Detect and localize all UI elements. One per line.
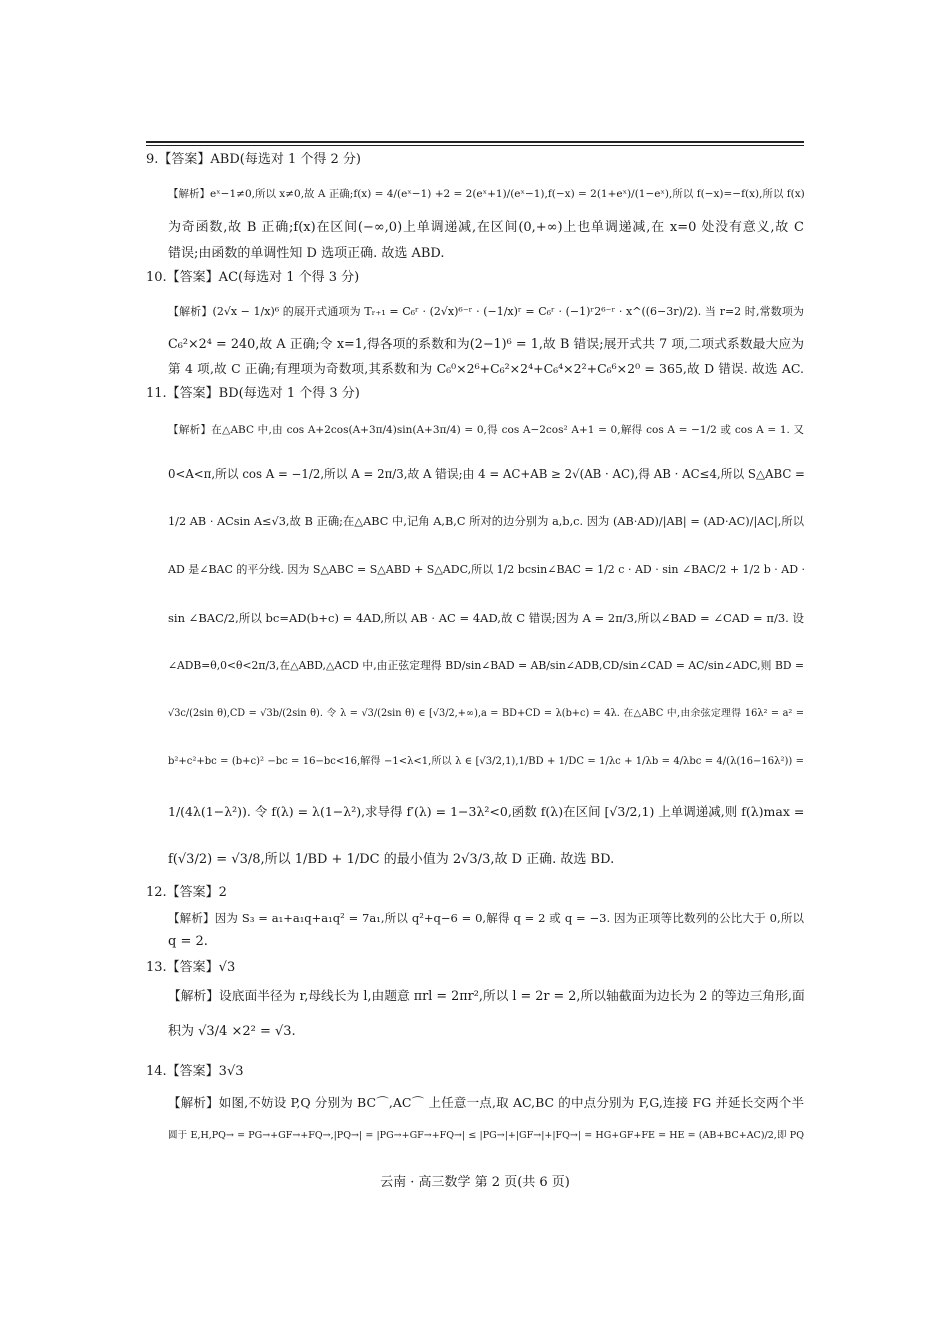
explanation-line: C₆²×2⁴ = 240,故 A 正确;令 x=1,得各项的系数和为(2−1)⁶ = 1,故 B 错误;展开式共 7 项,二项式系数最大应为 — [168, 337, 804, 352]
answer-heading: 10.【答案】AC(每选对 1 个得 3 分) — [146, 270, 360, 285]
explanation-line: 【解析】因为 S₃ = a₁+a₁q+a₁q² = 7a₁,所以 q²+q−6 = 0,解得 q = 2 或 q = −3. 因为正项等比数列的公比大于 0,所以 — [168, 911, 804, 925]
explanation-line: q = 2. — [168, 934, 208, 949]
page-footer: 云南 · 高三数学 第 2 页(共 6 页) — [380, 1175, 570, 1190]
header-rule-thick — [146, 141, 804, 143]
explanation-line: ∠ADB=θ,0<θ<2π/3,在△ABD,△ACD 中,由正弦定理得 BD/sin∠BAD = AB/sin∠ADB,CD/sin∠CAD = AC/sin∠ADC,则 BD = — [168, 659, 804, 672]
explanation-line: 0<A<π,所以 cos A = −1/2,所以 A = 2π/3,故 A 错误;由 4 = AC+AB ≥ 2√(AB · AC),得 AB · AC≤4,所以 S△ABC = — [168, 467, 805, 481]
explanation-line: f(√3/2) = √3/8,所以 1/BD + 1/DC 的最小值为 2√3/3,故 D 正确. 故选 BD. — [168, 852, 615, 867]
explanation-line: 【解析】eˣ−1≠0,所以 x≠0,故 A 正确;f(x) = 4/(eˣ−1) +2 = 2(eˣ+1)/(eˣ−1),f(−x) = 2(1+eˣ)/(1−eˣ),所以 f(−x)=−f(x),所以 f(x) — [168, 188, 805, 200]
answer-heading: 9.【答案】ABD(每选对 1 个得 2 分) — [146, 152, 361, 167]
explanation-line: 错误;由函数的单调性知 D 选项正确. 故选 ABD. — [168, 246, 445, 261]
header-rule-thin — [146, 145, 804, 146]
answer-heading: 12.【答案】2 — [146, 885, 227, 900]
explanation-line: AD 是∠BAC 的平分线. 因为 S△ABC = S△ABD + S△ADC,所以 1/2 bcsin∠BAC = 1/2 c · AD · sin ∠BAC/2 + 1/2 b · AD · — [168, 563, 806, 576]
explanation-line: 【解析】如图,不妨设 P,Q 分别为 BC⌒,AC⌒ 上任意一点,取 AC,BC 的中点分别为 F,G,连接 FG 并延长交两个半 — [168, 1095, 804, 1110]
explanation-line: 积为 √3/4 ×2² = √3. — [168, 1024, 296, 1039]
explanation-line: sin ∠BAC/2,所以 bc=AD(b+c) = 4AD,所以 AB · AC = 4AD,故 C 错误;因为 A = 2π/3,所以∠BAD = ∠CAD = π/3. 设 — [168, 611, 804, 625]
explanation-line: 为奇函数,故 B 正确;f(x)在区间(−∞,0)上单调递减,在区间(0,+∞)上也单调递减,在 x=0 处没有意义,故 C — [168, 220, 804, 235]
explanation-line: 第 4 项,故 C 正确;有理项为奇数项,其系数和为 C₆⁰×2⁶+C₆²×2⁴+C₆⁴×2²+C₆⁶×2⁰ = 365,故 D 错误. 故选 AC. — [168, 361, 804, 376]
explanation-line: √3c/(2sin θ),CD = √3b/(2sin θ). 令 λ = √3/(2sin θ) ∈ [√3/2,+∞),a = BD+CD = λ(b+c) = 4λ. 在△ABC 中,由余弦定理得 16λ² = a² = — [168, 708, 804, 719]
answer-heading: 13.【答案】√3 — [146, 960, 236, 975]
explanation-line: 【解析】在△ABC 中,由 cos A+2cos(A+3π/4)sin(A+3π/4) = 0,得 cos A−2cos² A+1 = 0,解得 cos A = −1/2 或 cos A = 1. 又 — [168, 424, 804, 436]
explanation-line: 圆于 E,H,PQ→ = PG→+GF→+FQ→,|PQ→| = |PG→+GF→+FQ→| ≤ |PG→|+|GF→|+|FQ→| = HG+GF+FE = HE = (AB+BC+AC)/2,即 PQ — [168, 1130, 804, 1141]
explanation-line: 1/(4λ(1−λ²)). 令 f(λ) = λ(1−λ²),求导得 f′(λ) = 1−3λ²<0,函数 f(λ)在区间 [√3/2,1) 上单调递减,则 f(λ)max = — [168, 804, 805, 819]
explanation-line: 1/2 AB · ACsin A≤√3,故 B 正确;在△ABC 中,记角 A,B,C 所对的边分别为 a,b,c. 因为 (AB·AD)/|AB| = (AD·AC)/|AC|,所以 — [168, 515, 804, 528]
explanation-line: 【解析】设底面半径为 r,母线长为 l,由题意 πrl = 2πr²,所以 l = 2r = 2,所以轴截面为边长为 2 的等边三角形,面 — [168, 989, 805, 1004]
explanation-line: 【解析】(2√x − 1/x)⁶ 的展开式通项为 Tᵣ₊₁ = C₆ʳ · (2√x)⁶⁻ʳ · (−1/x)ʳ = C₆ʳ · (−1)ʳ2⁶⁻ʳ · x^((6−3r)/2). 当 r=2 时,常数项为 — [168, 305, 804, 318]
answer-heading: 14.【答案】3√3 — [146, 1064, 244, 1079]
answer-heading: 11.【答案】BD(每选对 1 个得 3 分) — [146, 386, 360, 401]
explanation-line: b²+c²+bc = (b+c)² −bc = 16−bc<16,解得 −1<λ<1,所以 λ ∈ [√3/2,1),1/BD + 1/DC = 1/λc + 1/λb = 4/λbc = 4/(λ(16−16λ²)) = — [168, 756, 804, 767]
